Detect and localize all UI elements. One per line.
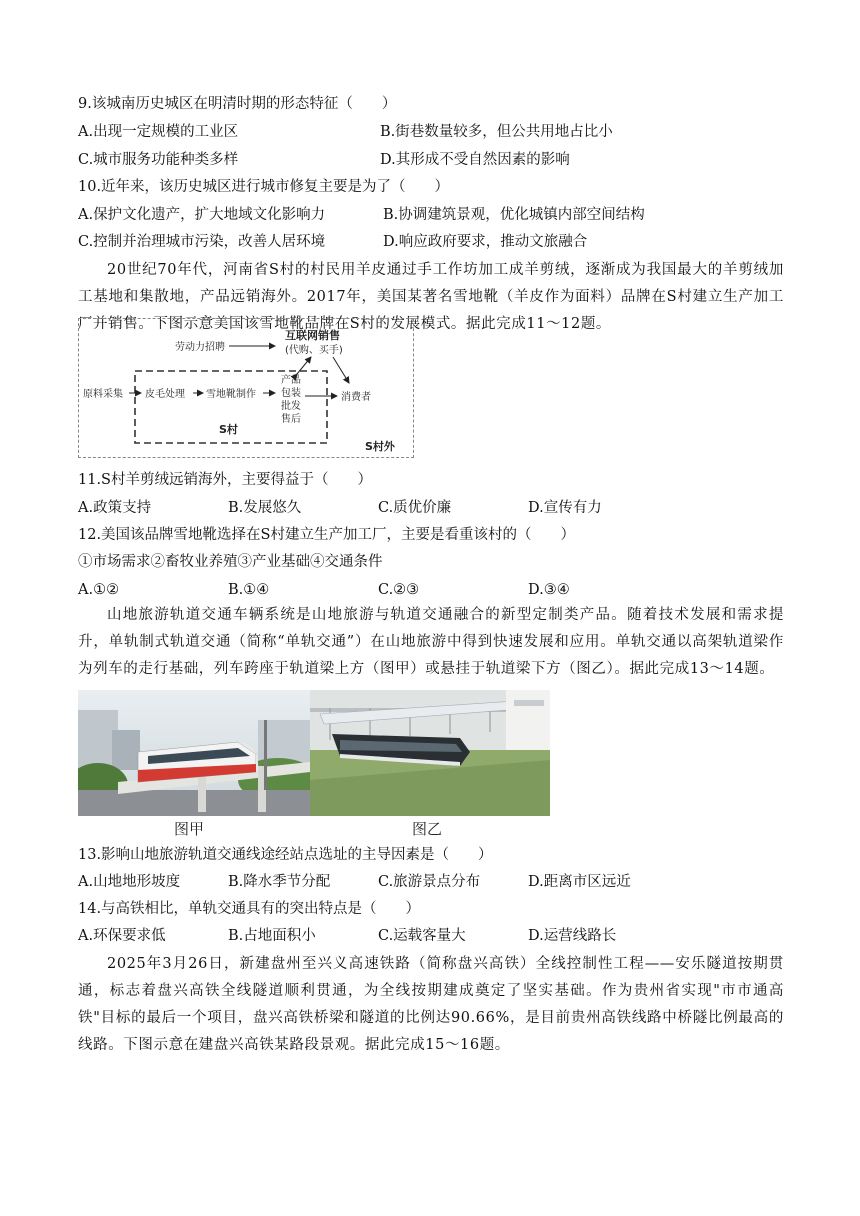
question-10-option-b: B.协调建筑景观，优化城镇内部空间结构 [383, 207, 645, 223]
question-14-option-b: B.占地面积小 [228, 928, 316, 944]
question-10-stem: 10.近年来，该历史城区进行城市修复主要是为了（ ） [78, 179, 450, 195]
photo-straddle-monorail [78, 690, 310, 816]
product-line-1: 产品 [281, 375, 301, 386]
outside-s-village-label: S村外 [365, 440, 395, 453]
diagram-svg [79, 319, 415, 459]
question-12-option-c: C.②③ [378, 582, 420, 598]
labor-recruitment-label: 劳动力招聘 [175, 342, 225, 353]
internet-sales-label: 互联网销售 [285, 329, 340, 342]
internet-sales-sub-label: (代购、买手) [285, 345, 343, 356]
product-line-2: 包装 [281, 388, 301, 399]
raw-material-label: 原料采集 [83, 389, 123, 400]
question-14-stem: 14.与高铁相比，单轨交通具有的突出特点是（ ） [78, 901, 421, 917]
development-mode-diagram [78, 318, 414, 458]
question-12-option-d: D.③④ [528, 582, 570, 598]
product-line-4: 售后 [281, 414, 301, 425]
question-10-option-d: D.响应政府要求，推动文旅融合 [383, 234, 588, 250]
consumer-label: 消费者 [341, 392, 371, 403]
question-9-option-c: C.城市服务功能种类多样 [78, 152, 239, 168]
passage-snow-boots: 20世纪70年代，河南省S村的村民用羊皮通过手工作坊加工成羊剪绒，逐渐成为我国最大的羊剪绒加工基地和集散地，产品远销海外。2017年，美国某著名雪地靴（羊皮作为面料）品牌在S村建立生产加工厂并销售。下图示意美国该雪地靴品牌在S村的发展模式。据此完成11～12题。 [78, 262, 784, 332]
question-9-option-a: A.出现一定规模的工业区 [78, 124, 239, 140]
question-13-option-d: D.距离市区远近 [528, 874, 631, 890]
question-9-option-d: D.其形成不受自然因素的影响 [380, 152, 570, 168]
photo-suspended-monorail [310, 690, 550, 816]
arrow-internet-to-consumer [333, 357, 349, 383]
question-11-option-a: A.政策支持 [78, 500, 152, 516]
fur-processing-label: 皮毛处理 [145, 389, 185, 400]
question-9-option-b: B.街巷数量较多，但公共用地占比小 [380, 124, 613, 140]
question-12-stem: 12.美国该品牌雪地靴选择在S村建立生产加工厂，主要是看重该村的（ ） [78, 527, 575, 543]
question-12-option-b: B.①④ [228, 582, 270, 598]
passage-monorail: 山地旅游轨道交通车辆系统是山地旅游与轨道交通融合的新型定制类产品。随着技术发展和需求提升，单轨制式轨道交通（简称“单轨交通”）在山地旅游中得到快速发展和应用。单轨交通以高架轨道梁作为列车的走行基础，列车跨座于轨道梁上方（图甲）或悬挂于轨道梁下方（图乙）。据此完成13～14题。 [78, 607, 784, 677]
question-14-option-d: D.运营线路长 [528, 928, 617, 944]
question-13-option-c: C.旅游景点分布 [378, 874, 481, 890]
boot-making-label: 雪地靴制作 [206, 389, 256, 400]
question-12-option-a: A.①② [78, 582, 120, 598]
passage-panxing-railway: 2025年3月26日，新建盘州至兴义高速铁路（简称盘兴高铁）全线控制性工程——安乐隧道按期贯通，标志着盘兴高铁全线隧道顺利贯通，为全线按期建成奠定了坚实基础。作为贵州省实现"市市通高铁"目标的最后一个项目，盘兴高铁桥梁和隧道的比例达90.66%，是目前贵州高铁线路中桥隧比例最高的线路。下图示意在建盘兴高铁某路段景观。据此完成15～16题。 [78, 956, 784, 1053]
question-12-items: ①市场需求②畜牧业养殖③产业基础④交通条件 [78, 554, 383, 570]
question-11-option-c: C.质优价廉 [378, 500, 452, 516]
question-10-option-a: A.保护文化遗产，扩大地域文化影响力 [78, 207, 326, 223]
question-9-stem: 9.该城南历史城区在明清时期的形态特征（ ） [78, 96, 397, 112]
caption-figure-a: 图甲 [174, 820, 205, 838]
question-14-option-c: C.运载客量大 [378, 928, 466, 944]
question-10-option-c: C.控制并治理城市污染，改善人居环境 [78, 234, 326, 250]
product-line-3: 批发 [281, 401, 301, 412]
question-11-stem: 11.S村羊剪绒远销海外，主要得益于（ ） [78, 472, 372, 488]
s-village-label: S村 [219, 423, 238, 436]
monorail-photos [78, 690, 550, 840]
question-14-option-a: A.环保要求低 [78, 928, 166, 944]
caption-figure-b: 图乙 [412, 820, 443, 838]
question-13-option-a: A.山地地形坡度 [78, 874, 181, 890]
question-11-option-d: D.宣传有力 [528, 500, 602, 516]
question-13-stem: 13.影响山地旅游轨道交通线途经站点选址的主导因素是（ ） [78, 847, 493, 863]
question-13-option-b: B.降水季节分配 [228, 874, 331, 890]
question-11-option-b: B.发展悠久 [228, 500, 302, 516]
